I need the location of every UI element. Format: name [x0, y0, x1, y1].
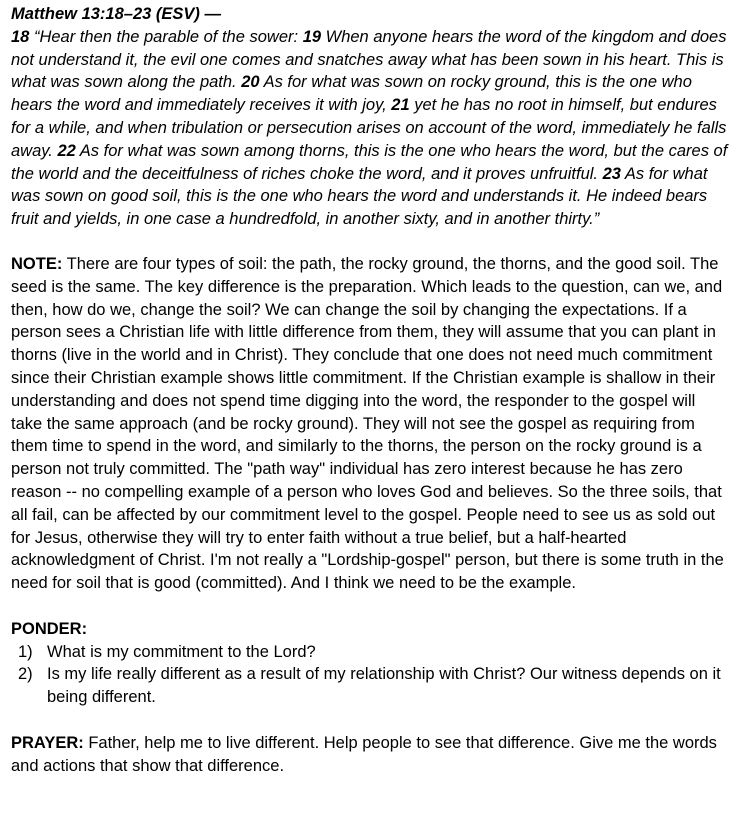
- verse-number: 22: [57, 141, 76, 160]
- prayer-paragraph: [11, 732, 729, 778]
- verse-text: When anyone hears the word of the kingdom and does not understand it, the evil one comes and snatches away what has been sown in his heart. This is what was sown along the path.: [11, 27, 727, 92]
- verse-text: “Hear then the parable of the sower:: [29, 27, 303, 46]
- verse-text: As for what was sown among thorns, this is the one who hears the word, but the cares of the world and the deceitfulness of riches choke the word, and it proves unfruitful.: [11, 141, 728, 183]
- list-item: [11, 641, 729, 664]
- verse-number: 18: [11, 27, 30, 46]
- ponder-list: [11, 641, 729, 709]
- list-item: [11, 663, 729, 709]
- scripture-reference: Matthew 13:18–23 (ESV) —: [11, 5, 221, 23]
- note-text: There are four types of soil: the path, the rocky ground, the thorns, and the good soil. The seed is the same. The key difference is the preparation. Which leads to the question, can we, and then, how do we, change the soil? We can change the soil by changing the expectations. If a person sees a Christian life with little difference from them, they will assume that you can plant in thorns (live in the world and in Christ). They conclude that one does not need much commitment since their Christian example shows little commitment. If the Christian example is shallow in their understanding and does not spend time digging into the word, the responder to the gospel will take the same approach (and be rocky ground). They will not see the gospel as requiring from them time to spend in the word, and similarly to the thorns, the person on the rocky ground is a person not truly committed. The "path way" individual has zero interest because he has zero reason -- no compelling example of a person who loves God and believes. So the three soils, that all fail, can be affected by our commitment level to the gospel. People need to see us as sold out for Jesus, otherwise they will try to enter faith without a true belief, but a half-hearted acknowledgment of Christ. I'm not really a "Lordship-gospel" person, but there is some truth in the need for soil that is good (committed). And I think we need to be the example.: [11, 254, 724, 593]
- verse-number: 19: [302, 27, 322, 46]
- verse-text: As for what was sown on good soil, this is the one who hears the word and understands it. He indeed bears fruit and yields, in one case a hundredfold, in another sixty, and in another thirty.”: [11, 164, 708, 229]
- list-item-text: Is my life really different as a result of my relationship with Christ? Our witness depends on it being different.: [47, 665, 721, 707]
- list-number: 2): [18, 665, 33, 684]
- scripture-passage: [11, 26, 729, 231]
- prayer-text: Father, help me to live different. Help people to see that difference. Give me the words and actions that show that difference.: [11, 733, 717, 775]
- verse-text: As for what was sown on rocky ground, this is the one who hears the word and immediately receives it with joy,: [11, 73, 692, 115]
- note-paragraph: [11, 253, 729, 595]
- verse-text: yet he has no root in himself, but endures for a while, and when tribulation or persecution arises on account of the word, immediately he falls away.: [11, 96, 727, 160]
- list-number: 1): [18, 642, 33, 661]
- prayer-label: PRAYER:: [11, 733, 84, 752]
- note-label: NOTE:: [11, 254, 63, 273]
- list-item-text: What is my commitment to the Lord?: [47, 642, 316, 661]
- ponder-heading: PONDER:: [11, 619, 88, 638]
- verse-number: 23: [602, 164, 621, 183]
- verse-number: 21: [391, 96, 410, 115]
- verse-number: 20: [241, 73, 260, 92]
